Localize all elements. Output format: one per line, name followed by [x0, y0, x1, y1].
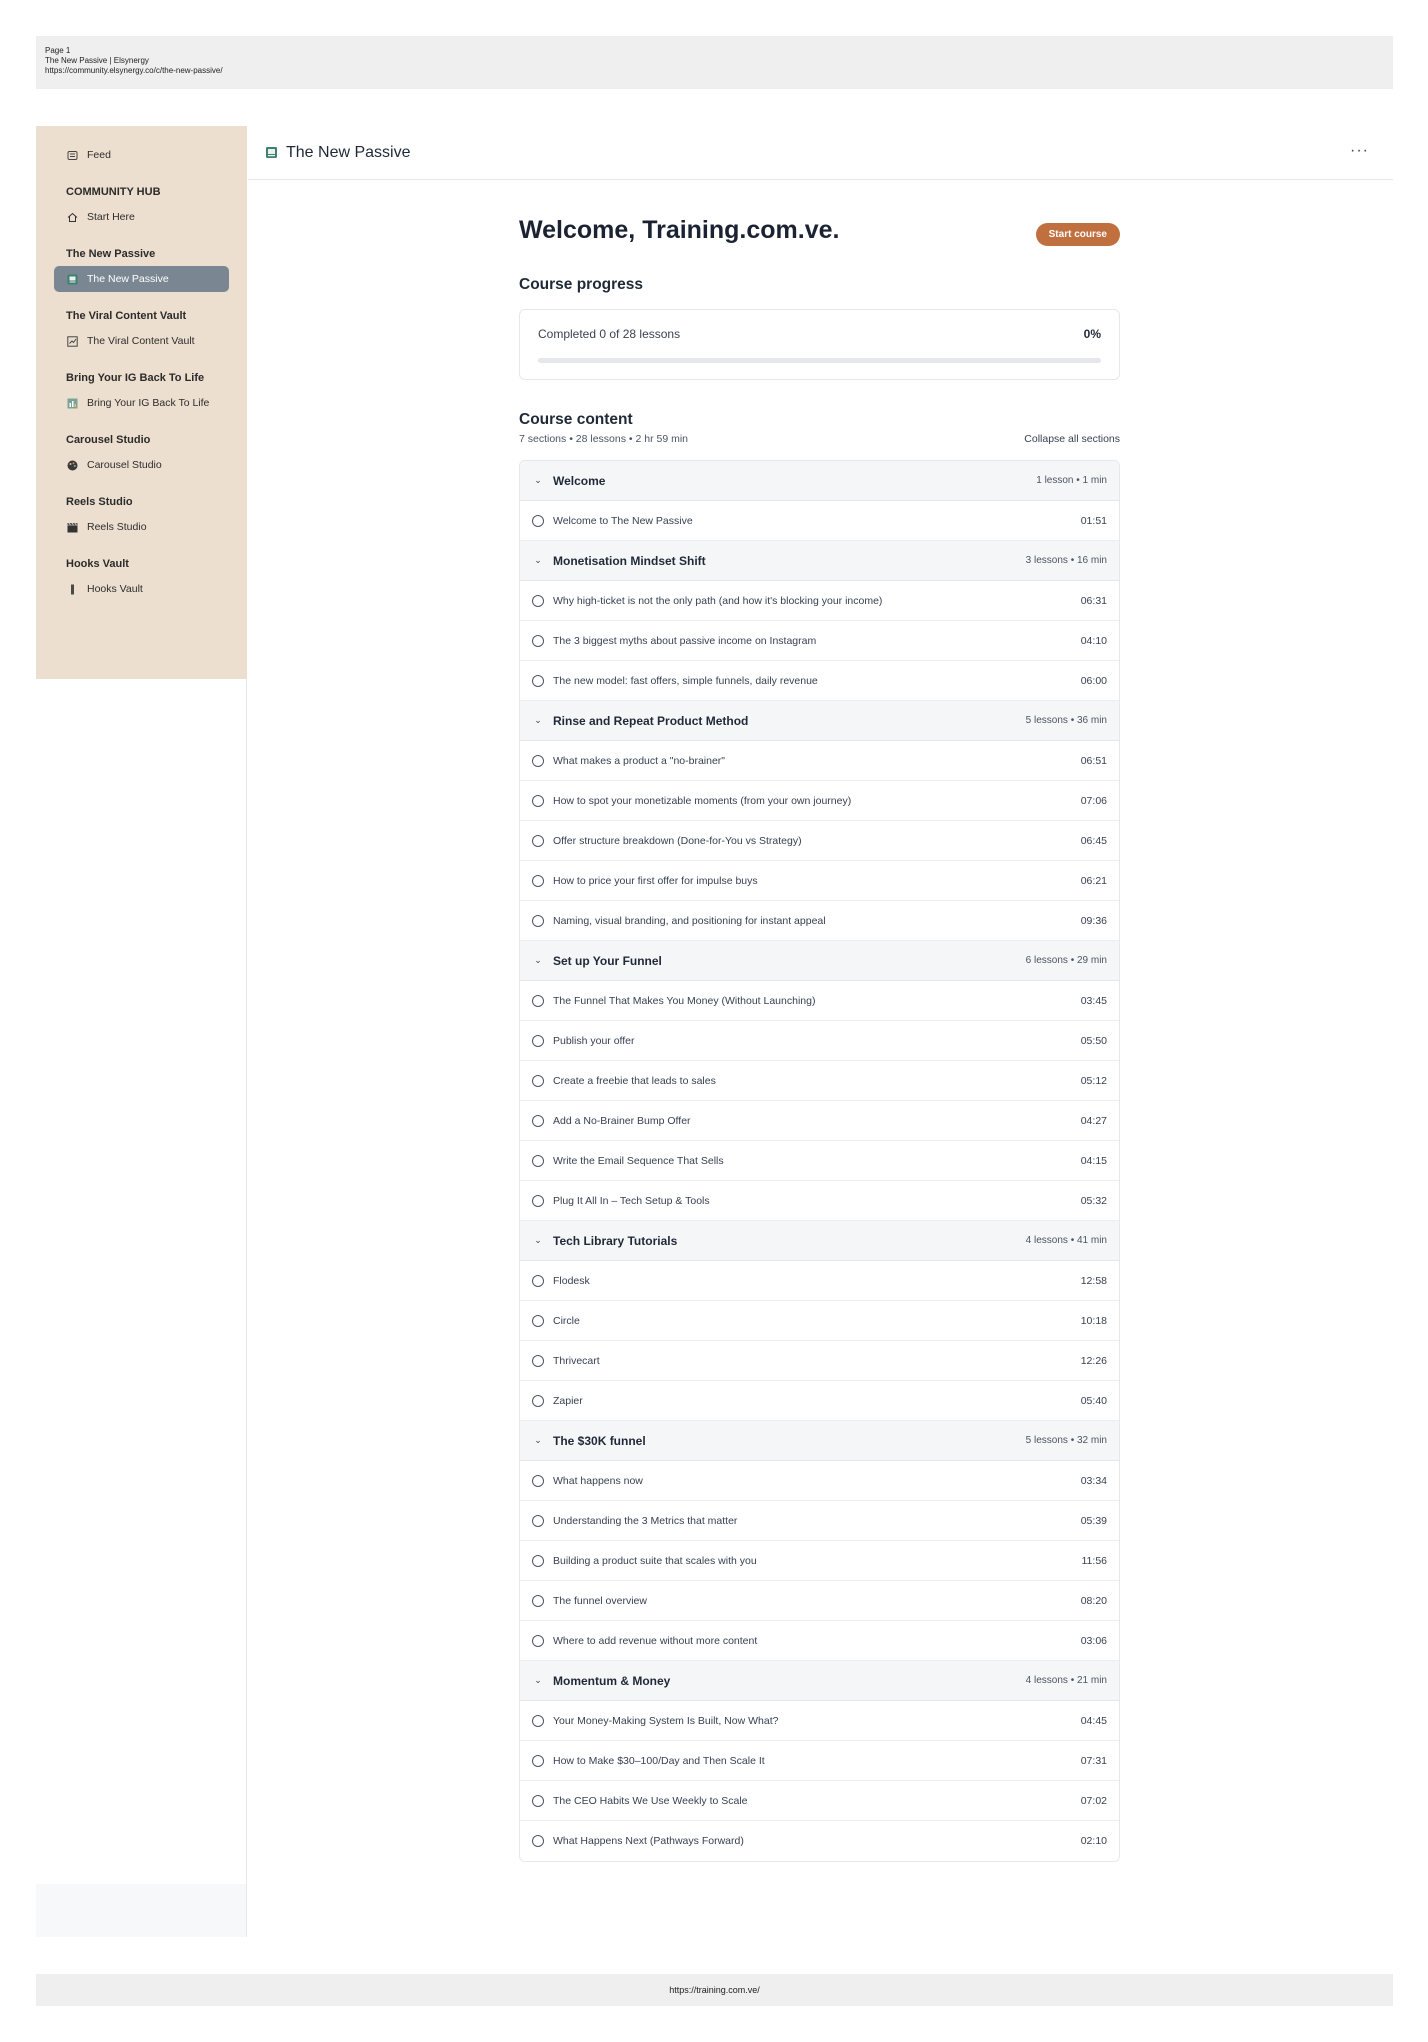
lesson-duration: 03:34: [1080, 1474, 1107, 1487]
sidebar-item-the-new-passive[interactable]: [54, 266, 229, 292]
lesson-title: Offer structure breakdown (Done-for-You vs Strategy): [553, 834, 802, 847]
welcome-heading: Welcome, Training.com.ve.: [519, 216, 840, 244]
lesson-title: Write the Email Sequence That Sells: [553, 1154, 724, 1167]
incomplete-circle-icon: [532, 635, 544, 647]
section-header[interactable]: [520, 1421, 1119, 1461]
lesson-row[interactable]: [520, 1581, 1119, 1621]
lesson-row[interactable]: [520, 1541, 1119, 1581]
sidebar: [36, 126, 247, 679]
progress-card: [519, 309, 1120, 380]
section-name: Monetisation Mindset Shift: [553, 553, 706, 568]
chart-icon: [66, 335, 78, 347]
lesson-duration: 11:56: [1081, 1554, 1107, 1567]
lesson-row[interactable]: [520, 981, 1119, 1021]
lesson-title: Building a product suite that scales with you: [553, 1554, 757, 1567]
lesson-row[interactable]: [520, 1141, 1119, 1181]
course-content-title: Course content: [519, 411, 633, 428]
lesson-row[interactable]: [520, 1741, 1119, 1781]
chevron-down-icon: ⌄: [534, 955, 542, 965]
incomplete-circle-icon: [532, 1635, 544, 1647]
lesson-row[interactable]: [520, 1101, 1119, 1141]
lesson-duration: 07:06: [1080, 794, 1107, 807]
lesson-row[interactable]: [520, 781, 1119, 821]
page-title: The New Passive: [286, 143, 411, 161]
course-progress-title: Course progress: [519, 276, 644, 293]
lesson-duration: 04:45: [1080, 1714, 1107, 1727]
lesson-row[interactable]: [520, 1061, 1119, 1101]
print-url: https://community.elsynergy.co/c/the-new-passive/: [45, 66, 223, 75]
section-header[interactable]: [520, 461, 1119, 501]
course-content-meta: 7 sections • 28 lessons • 2 hr 59 min: [519, 433, 689, 445]
lesson-row[interactable]: [520, 501, 1119, 541]
sidebar-group-heading: COMMUNITY HUB: [66, 186, 161, 198]
lesson-duration: 05:40: [1080, 1394, 1107, 1407]
lesson-title: Add a No-Brainer Bump Offer: [553, 1114, 691, 1127]
lesson-title: How to price your first offer for impulse buys: [553, 874, 758, 887]
lesson-row[interactable]: [520, 741, 1119, 781]
chevron-down-icon: ⌄: [534, 1435, 542, 1445]
lesson-duration: 09:36: [1080, 914, 1107, 927]
sidebar-item-label: Start Here: [87, 211, 135, 223]
sidebar-group-heading: Hooks Vault: [66, 558, 129, 570]
lesson-duration: 03:45: [1080, 994, 1107, 1007]
incomplete-circle-icon: [532, 1115, 544, 1127]
chevron-down-icon: ⌄: [534, 475, 542, 485]
incomplete-circle-icon: [532, 1355, 544, 1367]
lesson-title: Naming, visual branding, and positioning for instant appeal: [553, 914, 826, 927]
lesson-row[interactable]: [520, 1341, 1119, 1381]
incomplete-circle-icon: [532, 915, 544, 927]
lesson-row[interactable]: [520, 861, 1119, 901]
incomplete-circle-icon: [532, 755, 544, 767]
feed-icon: [66, 149, 78, 161]
lesson-title: What makes a product a "no-brainer": [553, 754, 726, 767]
sidebar-item-start-here[interactable]: [36, 204, 247, 230]
lesson-duration: 06:51: [1080, 754, 1107, 767]
section-meta: 1 lesson • 1 min: [1036, 475, 1107, 486]
incomplete-circle-icon: [532, 1395, 544, 1407]
lesson-row[interactable]: [520, 1621, 1119, 1661]
lesson-duration: 01:51: [1080, 514, 1107, 527]
lesson-duration: 04:10: [1080, 634, 1107, 647]
lesson-duration: 02:10: [1080, 1835, 1107, 1847]
sidebar-item-reels-studio[interactable]: [36, 514, 247, 540]
lesson-duration: 04:27: [1080, 1114, 1107, 1127]
incomplete-circle-icon: [532, 1755, 544, 1767]
sidebar-item-bring-your-ig-back-to-life[interactable]: [36, 390, 247, 416]
incomplete-circle-icon: [532, 1075, 544, 1087]
lesson-duration: 05:12: [1080, 1074, 1107, 1087]
lesson-duration: 05:39: [1080, 1514, 1107, 1527]
palette-icon: [66, 459, 78, 471]
lesson-row[interactable]: [520, 1781, 1119, 1821]
sidebar-item-label: The New Passive: [87, 273, 169, 285]
incomplete-circle-icon: [532, 1035, 544, 1047]
lesson-duration: 06:21: [1080, 874, 1107, 887]
chevron-down-icon: ⌄: [534, 555, 542, 565]
bookmark-icon: [66, 583, 78, 595]
lesson-row[interactable]: [520, 1261, 1119, 1301]
home-icon: [66, 211, 78, 223]
lesson-title: Create a freebie that leads to sales: [553, 1074, 716, 1087]
lesson-title: How to Make $30–100/Day and Then Scale It: [553, 1754, 765, 1767]
lesson-row[interactable]: [520, 621, 1119, 661]
sidebar-group-heading: The New Passive: [66, 248, 156, 260]
book-icon: [66, 273, 78, 285]
lesson-title: Flodesk: [553, 1274, 590, 1287]
incomplete-circle-icon: [532, 1195, 544, 1207]
lesson-row[interactable]: [520, 1821, 1119, 1861]
incomplete-circle-icon: [532, 1275, 544, 1287]
print-header: [36, 36, 1393, 89]
section-meta: 6 lessons • 29 min: [1025, 955, 1107, 966]
lesson-row[interactable]: [520, 1021, 1119, 1061]
incomplete-circle-icon: [532, 515, 544, 527]
start-course-button[interactable]: Start course: [1036, 223, 1120, 246]
incomplete-circle-icon: [532, 1555, 544, 1567]
sidebar-item-label: Carousel Studio: [87, 459, 162, 471]
sidebar-group-heading: Reels Studio: [66, 496, 133, 508]
sidebar-item-hooks-vault[interactable]: [36, 576, 247, 602]
lesson-duration: 06:00: [1080, 674, 1107, 687]
incomplete-circle-icon: [532, 1475, 544, 1487]
lesson-row[interactable]: [520, 1181, 1119, 1221]
section-meta: 4 lessons • 41 min: [1025, 1235, 1107, 1246]
course-main: [519, 210, 1120, 1847]
lesson-row[interactable]: [520, 821, 1119, 861]
sidebar-item-label: Bring Your IG Back To Life: [87, 397, 210, 409]
lesson-duration: 05:50: [1080, 1034, 1107, 1047]
lesson-title: Circle: [553, 1314, 580, 1327]
chevron-down-icon: ⌄: [534, 715, 542, 725]
sidebar-item-label: Feed: [87, 149, 111, 161]
lesson-row[interactable]: [520, 1301, 1119, 1341]
lesson-row[interactable]: [520, 1501, 1119, 1541]
sidebar-item-the-viral-content-vault[interactable]: [36, 328, 247, 354]
print-footer: https://training.com.ve/: [36, 1974, 1393, 2006]
section-header[interactable]: [520, 941, 1119, 981]
lesson-title: The funnel overview: [553, 1594, 647, 1607]
lesson-duration: 08:20: [1080, 1594, 1107, 1607]
incomplete-circle-icon: [532, 875, 544, 887]
section-name: Set up Your Funnel: [553, 953, 662, 968]
more-options-button[interactable]: ···: [1350, 142, 1369, 159]
sidebar-group-heading: The Viral Content Vault: [66, 310, 187, 322]
section-name: Welcome: [553, 473, 606, 488]
sidebar-item-label: The Viral Content Vault: [87, 335, 195, 347]
print-doc-title: The New Passive | Elsynergy: [45, 56, 149, 65]
lesson-title: Why high-ticket is not the only path (and how it's blocking your income): [553, 594, 883, 607]
lesson-row[interactable]: [520, 1701, 1119, 1741]
lesson-row[interactable]: [520, 581, 1119, 621]
lesson-duration: 10:18: [1080, 1314, 1107, 1327]
section-meta: 3 lessons • 16 min: [1025, 555, 1107, 566]
section-header[interactable]: [520, 1221, 1119, 1261]
progress-percent: 0%: [1083, 327, 1101, 341]
sidebar-item-label: Reels Studio: [87, 521, 147, 533]
lesson-title: The Funnel That Makes You Money (Without Launching): [553, 994, 816, 1007]
section-header[interactable]: [520, 701, 1119, 741]
lesson-title: Zapier: [553, 1394, 583, 1407]
lesson-title: Where to add revenue without more content: [553, 1634, 758, 1647]
incomplete-circle-icon: [532, 1795, 544, 1807]
sidebar-groups: [36, 184, 247, 602]
lesson-title: The 3 biggest myths about passive income on Instagram: [553, 634, 817, 647]
lesson-title: The new model: fast offers, simple funnels, daily revenue: [553, 674, 818, 687]
lesson-duration: 06:45: [1080, 834, 1107, 847]
sidebar-item-feed[interactable]: [36, 142, 247, 168]
lesson-title: What Happens Next (Pathways Forward): [553, 1835, 744, 1847]
bar-chart-icon: [66, 397, 78, 409]
sidebar-border: [36, 679, 247, 1937]
incomplete-circle-icon: [532, 1835, 544, 1847]
lesson-title: Thrivecart: [553, 1354, 600, 1367]
sidebar-group-heading: Carousel Studio: [66, 434, 151, 446]
incomplete-circle-icon: [532, 595, 544, 607]
sidebar-item-label: Hooks Vault: [87, 583, 143, 595]
incomplete-circle-icon: [532, 1155, 544, 1167]
section-name: Tech Library Tutorials: [553, 1233, 678, 1248]
clapper-icon: [66, 521, 78, 533]
incomplete-circle-icon: [532, 1595, 544, 1607]
section-meta: 4 lessons • 21 min: [1025, 1675, 1107, 1686]
print-page-number: Page 1: [45, 46, 71, 55]
lesson-title: What happens now: [553, 1474, 643, 1487]
lesson-duration: 05:32: [1080, 1194, 1107, 1207]
lesson-row[interactable]: [520, 901, 1119, 941]
chevron-down-icon: ⌄: [534, 1235, 542, 1245]
lesson-title: The CEO Habits We Use Weekly to Scale: [553, 1794, 748, 1807]
incomplete-circle-icon: [532, 995, 544, 1007]
book-icon: [264, 146, 278, 160]
sidebar-group-heading: Bring Your IG Back To Life: [66, 372, 205, 384]
incomplete-circle-icon: [532, 1315, 544, 1327]
lesson-title: Understanding the 3 Metrics that matter: [553, 1514, 738, 1527]
incomplete-circle-icon: [532, 1515, 544, 1527]
section-meta: 5 lessons • 32 min: [1025, 1435, 1107, 1446]
lesson-title: Plug It All In – Tech Setup & Tools: [553, 1194, 710, 1207]
progress-bar: [538, 358, 1101, 363]
section-name: Rinse and Repeat Product Method: [553, 713, 749, 728]
lesson-row[interactable]: [520, 661, 1119, 701]
lesson-title: Publish your offer: [553, 1034, 635, 1047]
incomplete-circle-icon: [532, 835, 544, 847]
progress-label: Completed 0 of 28 lessons: [538, 327, 681, 341]
sidebar-footer-area: [36, 1884, 246, 1937]
lesson-duration: 07:31: [1080, 1754, 1107, 1767]
section-header[interactable]: [520, 1661, 1119, 1701]
lesson-duration: 07:02: [1080, 1794, 1107, 1807]
incomplete-circle-icon: [532, 795, 544, 807]
course-sections-list: [519, 460, 1120, 1862]
lesson-title: Welcome to The New Passive: [553, 514, 693, 527]
incomplete-circle-icon: [532, 1715, 544, 1727]
section-header[interactable]: [520, 541, 1119, 581]
lesson-title: Your Money-Making System Is Built, Now What?: [553, 1714, 779, 1727]
lesson-duration: 04:15: [1080, 1154, 1107, 1167]
section-meta: 5 lessons • 36 min: [1025, 715, 1107, 726]
incomplete-circle-icon: [532, 675, 544, 687]
chevron-down-icon: ⌄: [534, 1675, 542, 1685]
section-name: The $30K funnel: [553, 1433, 646, 1448]
lesson-duration: 12:58: [1080, 1274, 1107, 1287]
lesson-duration: 12:26: [1080, 1354, 1107, 1367]
lesson-title: How to spot your monetizable moments (from your own journey): [553, 794, 852, 807]
lesson-row[interactable]: [520, 1461, 1119, 1501]
lesson-duration: 03:06: [1080, 1634, 1107, 1647]
section-name: Momentum & Money: [553, 1673, 671, 1688]
space-header: [248, 126, 1393, 180]
lesson-duration: 06:31: [1080, 594, 1107, 607]
lesson-row[interactable]: [520, 1381, 1119, 1421]
collapse-all-sections-link[interactable]: Collapse all sections: [1024, 433, 1120, 445]
sidebar-item-carousel-studio[interactable]: [36, 452, 247, 478]
